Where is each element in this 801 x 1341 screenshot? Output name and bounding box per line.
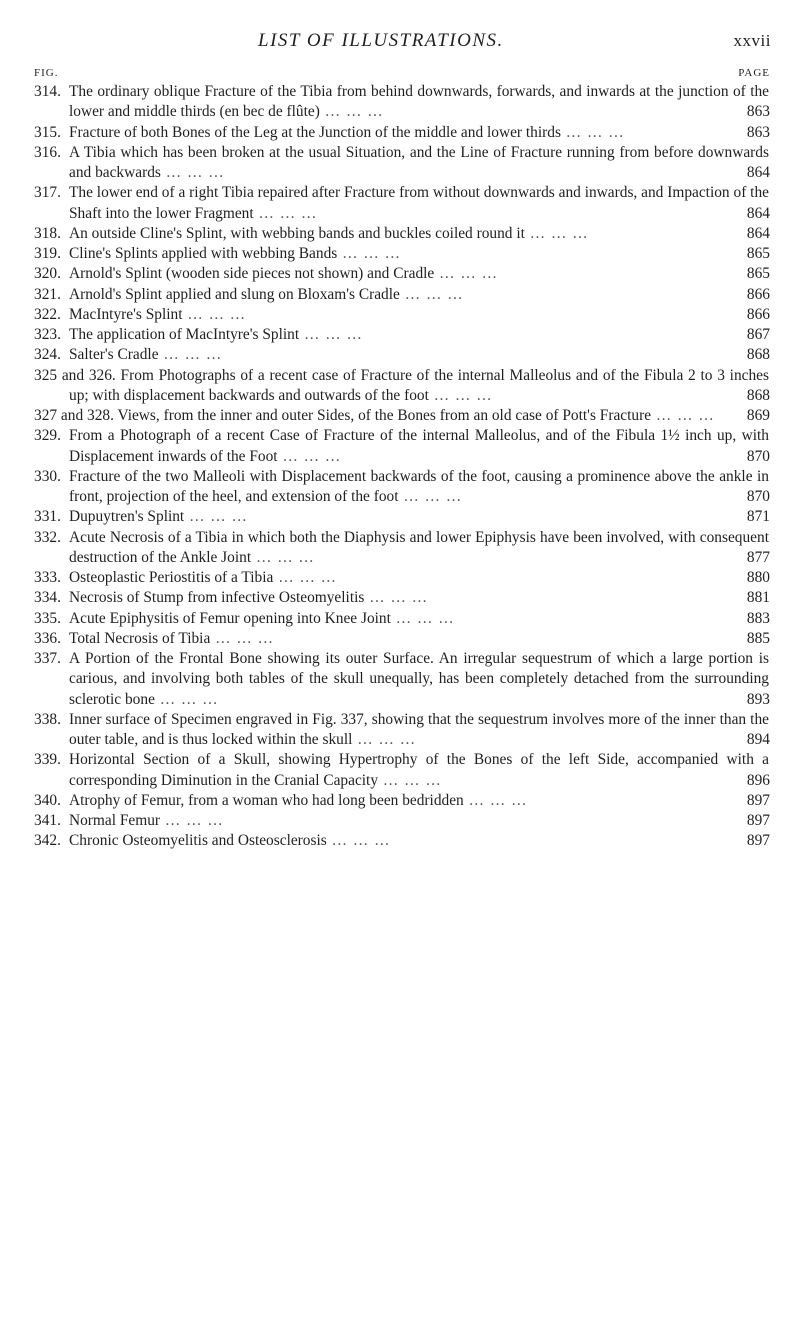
figure-number: 333.	[34, 569, 61, 586]
dot-leader: … … …	[273, 569, 338, 586]
figure-caption	[69, 426, 769, 467]
list-item	[0, 123, 801, 143]
figure-number: 314.	[34, 83, 61, 100]
figure-number: 337.	[34, 650, 61, 667]
page-reference: 885	[746, 629, 770, 647]
dot-leader: … … …	[560, 123, 625, 141]
list-item	[0, 831, 801, 851]
list-item	[0, 183, 801, 224]
page-reference: 863	[746, 103, 770, 121]
caption-text: Dupuytren's Splint	[69, 508, 185, 526]
figure-number: 324.	[34, 346, 61, 364]
dot-leader: … … …	[210, 629, 274, 647]
caption-text: Total Necrosis of Tibia	[69, 629, 211, 647]
list-item	[0, 82, 801, 123]
figure-caption	[69, 224, 769, 244]
caption-text: A Portion of the Frontal Bone showing its outer Surface. An irregular sequestrum of which a large portion is carious, and involving both tables of the skull unequally, has been completely detached from the surrounding sclerotic bone	[69, 650, 769, 708]
figure-number: 336.	[34, 629, 61, 647]
figure-number: 330.	[34, 467, 61, 485]
figure-caption	[69, 507, 769, 527]
dot-leader: … … …	[160, 812, 224, 829]
fig-column-heading: FIG.	[34, 67, 59, 79]
list-item	[0, 629, 801, 649]
figure-caption	[69, 791, 769, 811]
figure-caption	[69, 750, 769, 791]
page-reference: 896	[746, 771, 770, 789]
figure-number: 339.	[34, 751, 61, 769]
dot-leader: … … …	[277, 447, 342, 465]
running-title: LIST OF ILLUSTRATIONS.	[258, 30, 504, 51]
column-headings	[0, 67, 801, 81]
caption-text: Horizontal Section of a Skull, showing Hypertrophy of the Bones of the left Side, accompanied with a corresponding Diminution in the Cranial Capacity	[69, 751, 769, 789]
figure-number: 315.	[34, 123, 61, 141]
list-item	[0, 588, 801, 608]
page-reference: 881	[746, 589, 770, 607]
page-reference: 897	[746, 832, 770, 850]
dot-leader: … … …	[160, 164, 225, 181]
list-item	[0, 345, 801, 365]
page-reference: 870	[746, 488, 770, 505]
page-reference: 871	[746, 508, 770, 526]
page-number: xxvii	[733, 31, 771, 50]
list-item	[0, 305, 801, 325]
figure-caption	[34, 406, 769, 426]
caption-text: Cline's Splints applied with webbing Bands	[69, 245, 338, 262]
caption-text: Fracture of the two Malleoli with Displacement backwards of the foot, causing a prominence above the ankle in front, projection of the heel, and extension of the foot	[69, 467, 769, 505]
caption-text: Salter's Cradle	[69, 346, 159, 364]
figure-number: 322.	[34, 305, 61, 323]
figure-caption	[69, 285, 769, 305]
list-item	[0, 791, 801, 811]
caption-text: Inner surface of Specimen engraved in Fig. 337, showing that the sequestrum involves more of the inner than the outer table, and is thus locked within the skull	[69, 710, 769, 748]
caption-text: Arnold's Splint applied and slung on Bloxam's Cradle	[69, 285, 400, 303]
figure-number: 332.	[34, 528, 61, 546]
list-item	[0, 467, 801, 508]
list-item	[0, 426, 801, 467]
page-column-heading: PAGE	[738, 67, 770, 79]
figure-caption	[69, 82, 769, 123]
caption-text: 327 and 328. Views, from the inner and outer Sides, of the Bones from an old case of Pott's Fracture	[34, 407, 652, 424]
figure-caption	[69, 244, 769, 264]
figure-number: 334.	[34, 589, 61, 607]
dot-leader: … … …	[428, 386, 493, 404]
page-reference: 863	[746, 123, 770, 141]
dot-leader: … … …	[158, 346, 223, 364]
caption-text: 325 and 326. From Photographs of a recent case of Fracture of the internal Malleolus and of the Fibula 2 to 3 inches up; with displacement backwards and outwards of the foot	[34, 366, 769, 404]
caption-text: Necrosis of Stump from infective Osteomyelitis	[69, 589, 365, 607]
figure-caption	[69, 710, 769, 751]
figure-number: 335.	[34, 609, 61, 627]
caption-text: The ordinary oblique Fracture of the Tibia from behind downwards, forwards, and inwards at the junction of the lower and middle thirds (en bec de flûte)	[69, 83, 769, 121]
page-reference: 867	[746, 326, 770, 343]
figure-caption	[69, 629, 769, 649]
figure-caption	[69, 183, 769, 224]
figure-caption	[69, 528, 769, 569]
figure-caption	[69, 123, 769, 143]
page-reference: 868	[746, 346, 770, 364]
caption-text: Normal Femur	[69, 812, 161, 829]
dot-leader: … … …	[651, 407, 715, 424]
page-reference: 893	[746, 690, 770, 708]
page-reference: 897	[746, 791, 770, 809]
figure-number: 317.	[34, 184, 61, 202]
dot-leader: … … …	[182, 305, 247, 323]
list-item	[0, 143, 801, 184]
dot-leader: … … …	[154, 690, 219, 708]
dot-leader: … … …	[434, 265, 498, 283]
caption-text: Fracture of both Bones of the Leg at the Junction of the middle and lower thirds	[69, 123, 561, 141]
list-item	[0, 710, 801, 751]
dot-leader: … … …	[524, 224, 589, 242]
caption-text: Arnold's Splint (wooden side pieces not shown) and Cradle	[69, 265, 435, 283]
list-item	[0, 406, 801, 426]
figure-number: 316.	[34, 143, 61, 161]
list-item	[0, 750, 801, 791]
caption-text: Acute Necrosis of a Tibia in which both the Diaphysis and lower Epiphysis have been involved, with consequent destruction of the Ankle Joint	[69, 528, 769, 566]
page-reference: 864	[746, 224, 770, 242]
caption-text: Acute Epiphysitis of Femur opening into Knee Joint	[69, 609, 391, 627]
figure-number: 341.	[34, 812, 61, 829]
list-item	[0, 811, 801, 831]
dot-leader: … … …	[364, 589, 429, 607]
page-reference: 869	[746, 407, 770, 424]
dot-leader: … … …	[326, 832, 391, 850]
list-item	[0, 285, 801, 305]
page-reference: 865	[746, 245, 770, 262]
caption-text: MacIntyre's Splint	[69, 305, 183, 323]
figure-number: 321.	[34, 285, 61, 303]
page-reference: 866	[746, 305, 770, 323]
figure-caption	[69, 143, 769, 184]
figure-number: 329.	[34, 427, 61, 445]
figure-caption	[69, 568, 769, 588]
page-reference: 864	[746, 204, 770, 222]
dot-leader: … … …	[184, 508, 248, 526]
list-item	[0, 366, 801, 407]
figure-caption	[69, 649, 769, 710]
figure-number: 342.	[34, 832, 61, 850]
figure-number: 338.	[34, 710, 61, 728]
dot-leader: … … …	[378, 771, 442, 789]
figure-caption	[69, 325, 769, 345]
figure-number: 319.	[34, 245, 61, 262]
dot-leader: … … …	[463, 791, 528, 809]
dot-leader: … … …	[398, 488, 463, 505]
figure-number: 340.	[34, 791, 61, 809]
figure-number: 323.	[34, 326, 61, 343]
page-reference: 880	[746, 569, 770, 586]
page-reference: 897	[746, 812, 770, 829]
dot-leader: … … …	[251, 548, 315, 566]
dot-leader: … … …	[352, 731, 417, 748]
list-item	[0, 325, 801, 345]
caption-text: Osteoplastic Periostitis of a Tibia	[69, 569, 274, 586]
page-reference: 864	[746, 164, 770, 181]
page-reference: 865	[746, 265, 770, 283]
page-reference: 870	[746, 447, 770, 465]
list-item	[0, 528, 801, 569]
page-reference: 868	[746, 386, 770, 404]
dot-leader: … … …	[253, 204, 318, 222]
caption-text: The lower end of a right Tibia repaired after Fracture from without downwards and inwards, and Impaction of the Shaft into the lower Fragment	[69, 184, 769, 222]
caption-text: Chronic Osteomyelitis and Osteosclerosis	[69, 832, 327, 850]
figure-caption	[69, 831, 769, 851]
list-item	[0, 244, 801, 264]
caption-text: Atrophy of Femur, from a woman who had long been bedridden	[69, 791, 464, 809]
dot-leader: … … …	[299, 326, 363, 343]
page-header	[0, 30, 801, 54]
figure-number: 331.	[34, 508, 61, 526]
figure-caption	[69, 264, 769, 284]
figure-number: 318.	[34, 224, 61, 242]
list-item	[0, 649, 801, 710]
figure-caption	[69, 467, 769, 508]
list-item	[0, 224, 801, 244]
page-reference: 866	[746, 285, 770, 303]
page-reference: 877	[746, 548, 770, 566]
caption-text: An outside Cline's Splint, with webbing bands and buckles coiled round it	[69, 224, 525, 242]
figure-caption	[69, 345, 769, 365]
page-reference: 883	[746, 609, 770, 627]
figure-caption	[69, 811, 769, 831]
figure-caption	[34, 366, 769, 407]
dot-leader: … … …	[319, 103, 384, 121]
list-item	[0, 507, 801, 527]
figure-caption	[69, 305, 769, 325]
caption-text: From a Photograph of a recent Case of Fracture of the internal Malleolus, and of the Fibula 1½ inch up, with Displacement inwards of the Foot	[69, 427, 769, 465]
dot-leader: … … …	[337, 245, 401, 262]
list-item	[0, 609, 801, 629]
caption-text: The application of MacIntyre's Splint	[69, 326, 300, 343]
caption-text: A Tibia which has been broken at the usual Situation, and the Line of Fracture running from before downwards and backwards	[69, 143, 769, 181]
dot-leader: … … …	[390, 609, 455, 627]
dot-leader: … … …	[399, 285, 464, 303]
figure-caption	[69, 609, 769, 629]
illustration-list	[0, 82, 801, 852]
figure-caption	[69, 588, 769, 608]
list-item	[0, 264, 801, 284]
page-reference: 894	[746, 731, 770, 748]
figure-number: 320.	[34, 265, 61, 283]
list-item	[0, 568, 801, 588]
